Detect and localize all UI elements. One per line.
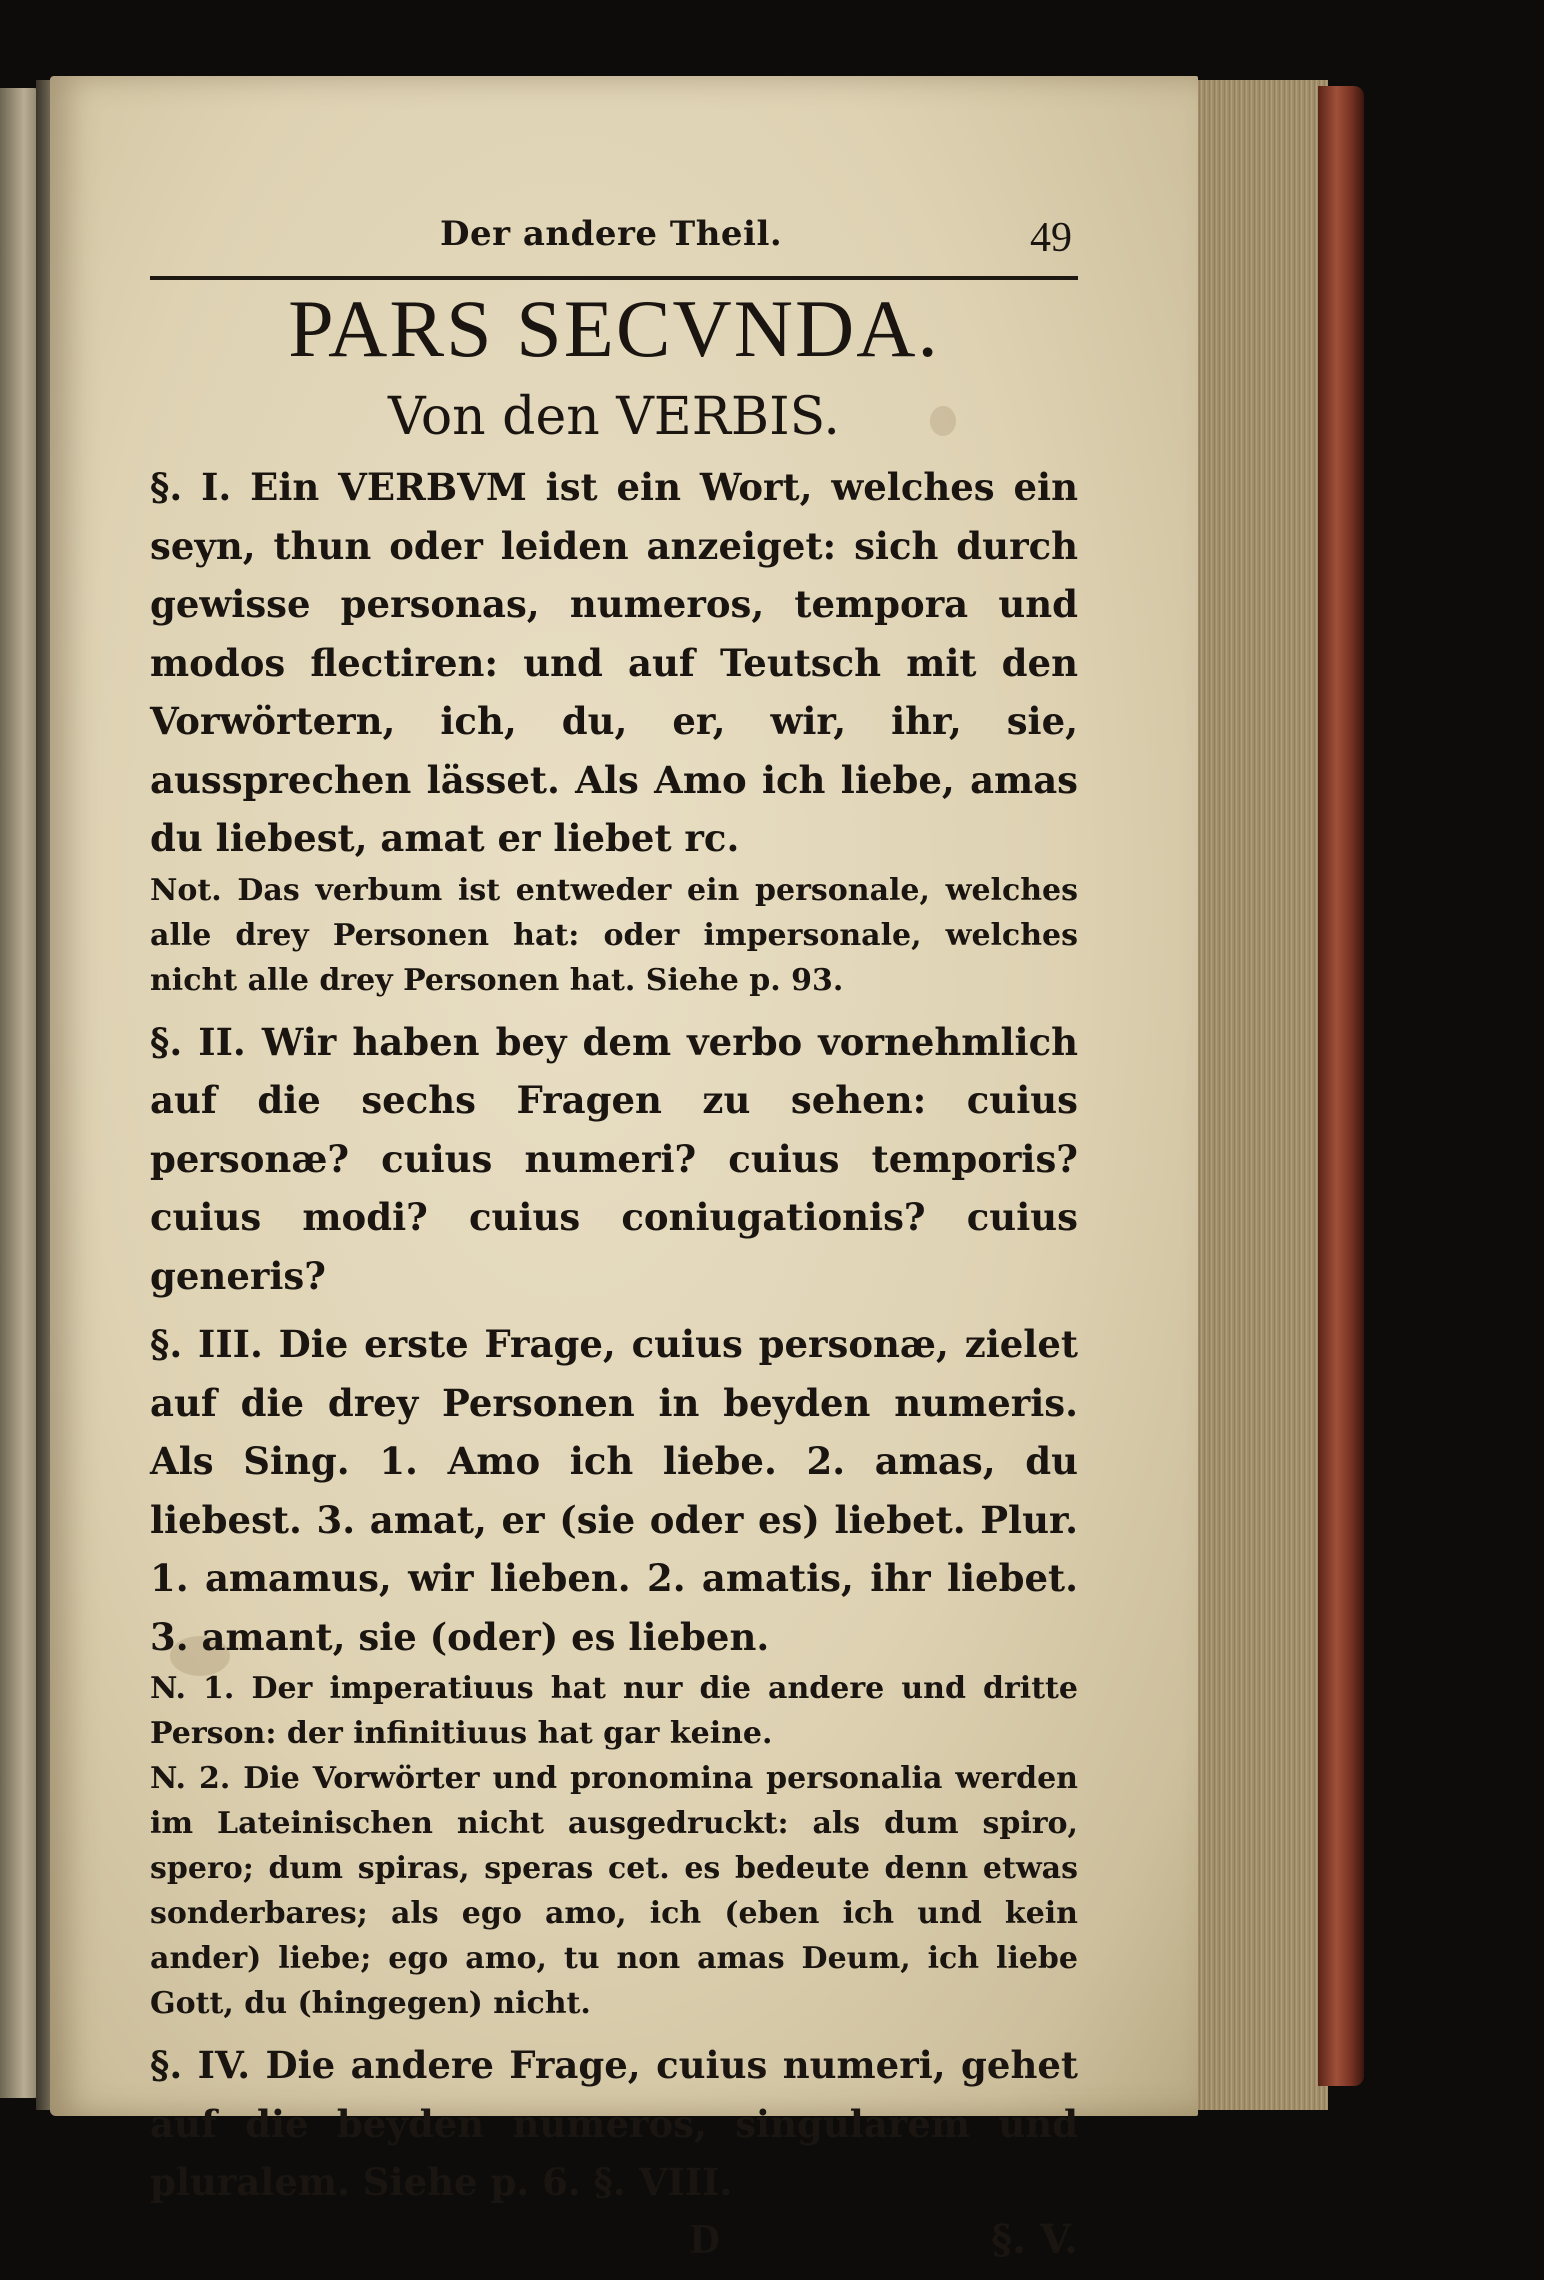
paragraph-section-1: §. I. Ein VERBVM ist ein Wort, welches ein seyn, thun oder leiden anzeiget: sich durch gewisse personas, numeros, tempora und modos flectiren: und auf Teutsch mit den Vorwörtern, ich, du, er, wir, ihr, sie, aussprechen lässet. Als Amo ich liebe, amas du liebest, amat er liebet rc.: [150, 465, 1078, 861]
signature-mark: D: [690, 2216, 721, 2263]
paragraph-section-4: §. IV. Die andere Frage, cuius numeri, gehet auf die beyden numeros, singularem und pluralem. Siehe p. 6. §. VIII.: [150, 2043, 1078, 2205]
page-footer: [150, 2216, 1078, 2280]
section-subtitle: Von den VERBIS.: [388, 387, 840, 448]
page-text-block: [150, 210, 1078, 2280]
note-1: N. 1. Der imperatiuus hat nur die andere und dritte Person: der infinitiuus hat gar keine.: [150, 1671, 1078, 1752]
page-title: PARS SECVNDA.: [288, 283, 940, 374]
running-title: Der andere Theil.: [440, 214, 783, 254]
paragraph-section-3: §. III. Die erste Frage, cuius personæ, zielet auf die drey Personen in beyden numeris. Als Sing. 1. Amo ich liebe. 2. amas, du liebest. 3. amat, er (sie oder es) liebet. Plur. 1. amamus, wir lieben. 2. amatis, ihr liebet. 3. amant, sie (oder) es lieben.: [150, 1322, 1078, 1659]
header-rule: [150, 276, 1078, 280]
page-number: 49: [1030, 215, 1072, 261]
note-2: N. 2. Die Vorwörter und pronomina personalia werden im Lateinischen nicht ausgedruckt: als dum spiro, spero; dum spiras, speras cet. es bedeute denn etwas sonderbares; als ego amo, ich (eben ich und kein ander) liebe; ego amo, tu non amas Deum, ich liebe Gott, du (hingegen) nicht.: [150, 1761, 1078, 2022]
catchword: §. V.: [991, 2215, 1078, 2263]
page-block-edges: [1196, 80, 1328, 2110]
paragraph-section-2: §. II. Wir haben bey dem verbo vornehmlich auf die sechs Fragen zu sehen: cuius personæ? cuius numeri? cuius temporis? cuius modi? cuius coniugationis? cuius generis?: [150, 1019, 1078, 1298]
running-head: [150, 210, 1078, 266]
note-verbum: Not. Das verbum ist entweder ein personale, welches alle drey Personen hat: oder impersonale, welches nicht alle drey Personen hat. Siehe p. 93.: [150, 872, 1078, 998]
facing-page-edge: [0, 88, 40, 2098]
book-cover-edge: [1318, 86, 1364, 2086]
